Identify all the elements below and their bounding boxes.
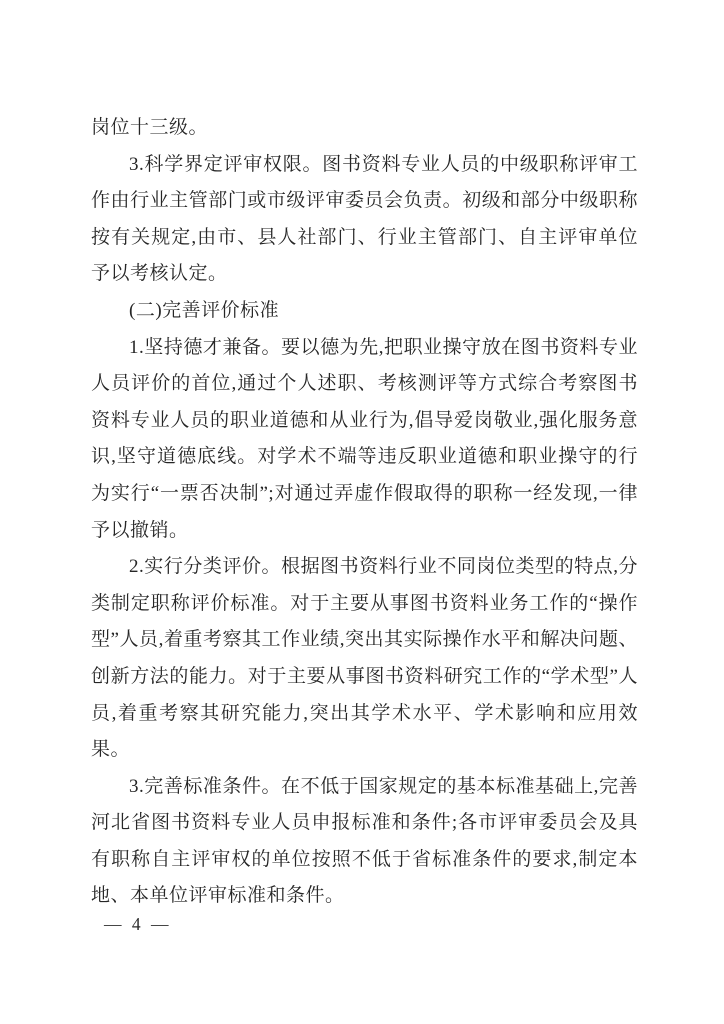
paragraph-item-3-review-authority: 3.科学界定评审权限。图书资料专业人员的中级职称评审工作由行业主管部门或市级评审委员会负责。初级和部分中级职称按有关规定,由市、县人社部门、行业主管部门、自主评审单位予以考核认定。	[91, 153, 638, 285]
document-body	[91, 110, 638, 915]
section-heading-improve-evaluation-standards: (二)完善评价标准	[129, 299, 280, 321]
paragraph-continuation: 岗位十三级。	[91, 117, 209, 138]
page-number: — 4 —	[104, 914, 172, 934]
paragraph-item-1-morality-and-ability: 1.坚持德才兼备。要以德为先,把职业操守放在图书资料专业人员评价的首位,通过个人述职、考核测评等方式综合考察图书资料专业人员的职业道德和从业行为,倡导爱岗敬业,强化服务意识,坚守道德底线。对学术不端等违反职业道德和职业操守的行为实行“一票否决制”;对通过弄虚作假取得的职称一经发现,一律予以撤销。	[91, 336, 638, 541]
paragraph-item-3-standard-conditions: 3.完善标准条件。在不低于国家规定的基本标准基础上,完善河北省图书资料专业人员申报标准和条件;各市评审委员会及具有职称自主评审权的单位按照不低于省标准条件的要求,制定本地、本单位评审标准和条件。	[91, 775, 638, 907]
paragraph-item-2-classified-evaluation: 2.实行分类评价。根据图书资料行业不同岗位类型的特点,分类制定职称评价标准。对于主要从事图书资料业务工作的“操作型”人员,着重考察其工作业绩,突出其实际操作水平和解决问题、创新方法的能力。对于主要从事图书资料研究工作的“学术型”人员,着重考察其研究能力,突出其学术水平、学术影响和应用效果。	[91, 556, 638, 761]
